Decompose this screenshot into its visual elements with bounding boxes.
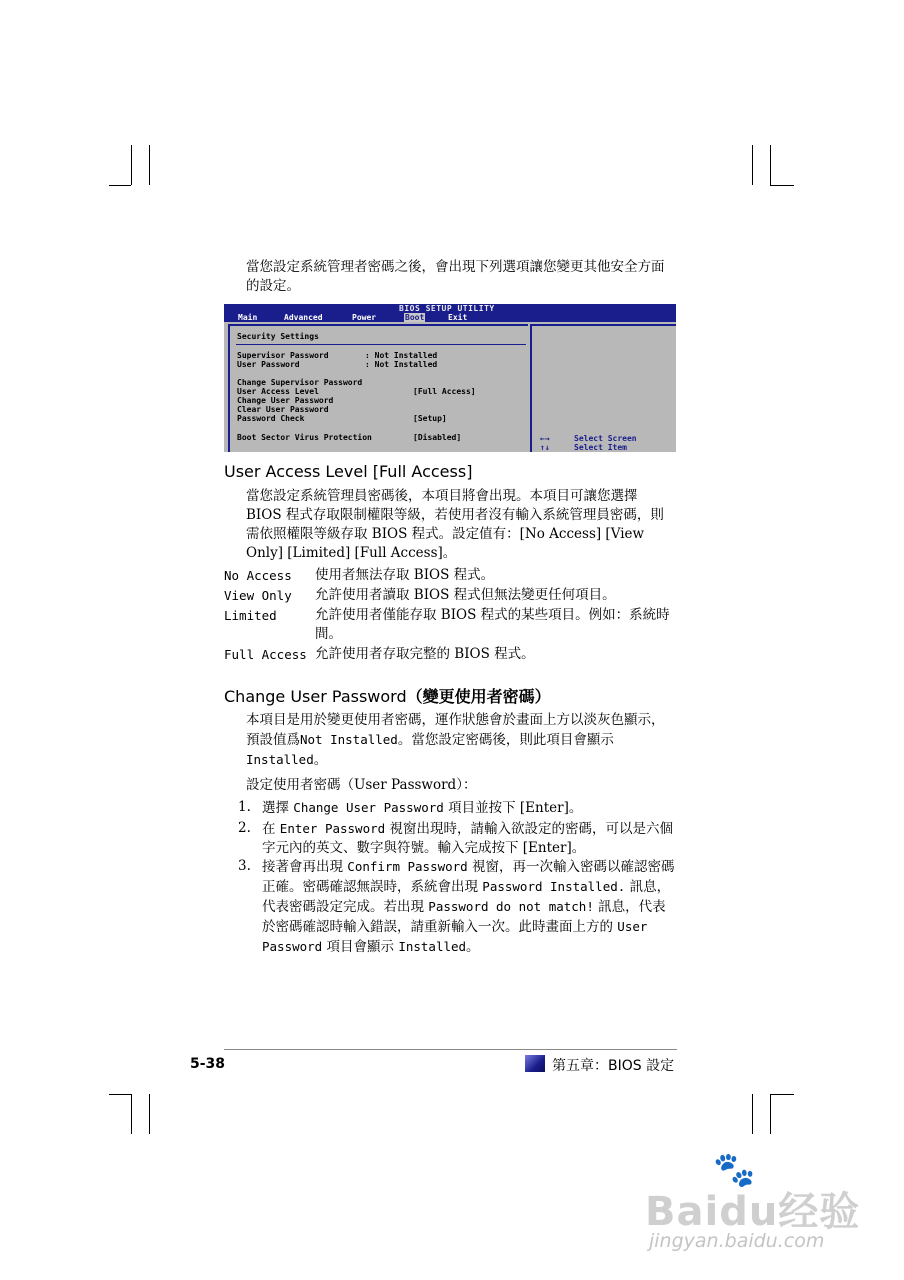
option-row	[224, 606, 679, 644]
arrow-up-down-icon: ↑↓	[540, 443, 550, 452]
baidu-watermark	[645, 1150, 865, 1260]
step-text-mono: User Password	[262, 919, 648, 954]
page-number: 5-38	[190, 1056, 226, 1072]
set-password-intro: 設定使用者密碼（User Password）：	[246, 777, 477, 793]
bios-title: BIOS SETUP UTILITY	[399, 304, 495, 313]
watermark-url: jingyan.baidu.com	[649, 1230, 825, 1252]
bios-settings-panel	[228, 324, 528, 452]
step-text-mono: Enter Password	[279, 821, 386, 836]
step-text	[262, 819, 676, 858]
step-text-mono: Password do not match!	[428, 899, 594, 914]
bios-row-label: Change User Password	[237, 396, 334, 405]
crop-mark	[109, 1094, 131, 1095]
crop-mark	[770, 185, 794, 186]
chapter-title: 第五章：BIOS 設定	[552, 1058, 675, 1074]
section1-body: 當您設定系統管理員密碼後，本項目將會出現。本項目可讓您選擇 BIOS 程式存取限制權限等級，若使用者沒有輸入系統管理員密碼，則需依照權限等級存取 BIOS 程式。設定值有：[No Access] [View Only] [Limited] [Full Access]。	[246, 488, 664, 561]
step-text-part: 訊息，代表於密碼確認時輸入錯誤，請重新輸入一次。此時畫面上方的	[262, 899, 666, 935]
crop-mark	[149, 1094, 150, 1134]
step-item	[238, 798, 678, 817]
step-number: 1.	[238, 799, 251, 815]
crop-mark	[770, 145, 771, 185]
section-heading-user-access-level: User Access Level [Full Access]	[224, 462, 473, 481]
body-text: 本項目是用於變更使用者密碼，運作狀態會於畫面上方以淡灰色顯示，預設值爲	[246, 712, 665, 748]
body-text: 。當您設定密碼後，則此項目會顯示	[397, 732, 614, 748]
option-term: No Access	[224, 568, 292, 583]
crop-mark	[131, 1094, 132, 1134]
step-item	[238, 819, 678, 857]
bios-menu-advanced: Advanced	[284, 313, 323, 322]
step-text-part: 項目並按下 [Enter]。	[443, 800, 583, 816]
crop-mark	[752, 145, 753, 185]
step-text-mono: Change User Password	[293, 800, 444, 815]
arrow-left-right-icon: ←→	[540, 434, 550, 443]
bios-help-text: Select Item	[574, 443, 627, 452]
option-row	[224, 645, 679, 664]
section-heading-change-user-password	[224, 684, 551, 707]
chapter-marker-icon	[525, 1055, 545, 1072]
bios-help-text: Select Screen	[574, 434, 637, 443]
step-text-part: 視窗，再一次輸入密碼以確認密碼正確。密碼確認無誤時，系統會出現	[262, 859, 675, 895]
step-text	[262, 798, 676, 818]
option-row	[224, 586, 679, 605]
option-desc: 允許使用者讀取 BIOS 程式但無法變更任何項目。	[315, 587, 616, 603]
bios-row-value: [Setup]	[413, 414, 447, 423]
watermark-logo: Baidu经验	[645, 1189, 861, 1235]
bios-section-title: Security Settings	[237, 332, 319, 341]
body-mono: Not Installed	[300, 732, 398, 747]
option-desc: 使用者無法存取 BIOS 程式。	[315, 567, 495, 583]
bios-row-label: User Password	[237, 360, 300, 369]
step-text-mono: Confirm Password	[347, 859, 468, 874]
step-text-part: 項目會顯示	[322, 939, 399, 955]
body-text: 。	[313, 752, 328, 768]
step-text-mono: Password Installed.	[482, 879, 626, 894]
section2-body	[246, 711, 676, 770]
bios-menu-power: Power	[352, 313, 377, 322]
step-number: 3.	[238, 858, 251, 874]
bios-row-label: Password Check	[237, 414, 305, 423]
bios-row-label: Clear User Password	[237, 405, 329, 414]
bios-row-label: User Access Level	[237, 387, 319, 396]
intro-paragraph: 當您設定系統管理者密碼之後，會出現下列選項讓您變更其他安全方面的設定。	[246, 259, 665, 294]
bios-row-value: [Full Access]	[413, 387, 476, 396]
bios-row-value: : Not Installed	[365, 351, 438, 360]
step-text-part: 。	[466, 939, 480, 955]
option-desc: 允許使用者僅能存取 BIOS 程式的某些項目。例如：系統時間。	[315, 607, 670, 642]
crop-mark	[131, 145, 132, 185]
bios-row-label: Supervisor Password	[237, 351, 329, 360]
bios-row-value: : Not Installed	[365, 360, 438, 369]
footer-divider	[224, 1049, 677, 1050]
option-desc: 允許使用者存取完整的 BIOS 程式。	[315, 646, 535, 662]
heading-zh: （變更使用者密碼）	[406, 687, 551, 706]
crop-mark	[109, 185, 131, 186]
step-text-part: 訊息，代表密碼設定完成。若出現	[262, 879, 671, 915]
step-text	[262, 857, 676, 957]
crop-mark	[752, 1094, 753, 1134]
bios-screenshot	[224, 304, 676, 452]
step-item	[238, 857, 678, 955]
bios-row-label: Change Supervisor Password	[237, 378, 363, 387]
bios-menu-main: Main	[238, 313, 258, 322]
step-text-part: 視窗出現時，請輸入欲設定的密碼，可以是六個字元內的英文、數字與符號。輸入完成按下 [Enter]。	[262, 821, 673, 856]
body-mono: Installed	[246, 752, 314, 767]
bios-menu-boot: Boot	[405, 313, 425, 322]
bios-menu-exit: Exit	[448, 313, 468, 322]
crop-mark	[770, 1094, 771, 1134]
heading-en: Change User Password	[224, 687, 407, 706]
bios-divider	[236, 344, 526, 345]
bios-header	[224, 304, 676, 322]
step-text-part: 在	[262, 821, 280, 837]
step-text-part: 選擇	[262, 800, 294, 816]
bios-row-label: Boot Sector Virus Protection	[237, 433, 372, 442]
option-term: Full Access	[224, 647, 307, 662]
option-row	[224, 566, 679, 585]
bios-help-panel	[530, 324, 676, 452]
crop-mark	[149, 145, 150, 185]
option-term: Limited	[224, 608, 277, 623]
step-text-part: 接著會再出現	[262, 859, 348, 875]
bios-row-value: [Disabled]	[413, 433, 462, 442]
paw-icon: 🐾	[713, 1150, 756, 1190]
option-term: View Only	[224, 588, 292, 603]
step-number: 2.	[238, 820, 251, 836]
step-text-mono: Installed	[398, 939, 467, 954]
crop-mark	[770, 1094, 794, 1095]
